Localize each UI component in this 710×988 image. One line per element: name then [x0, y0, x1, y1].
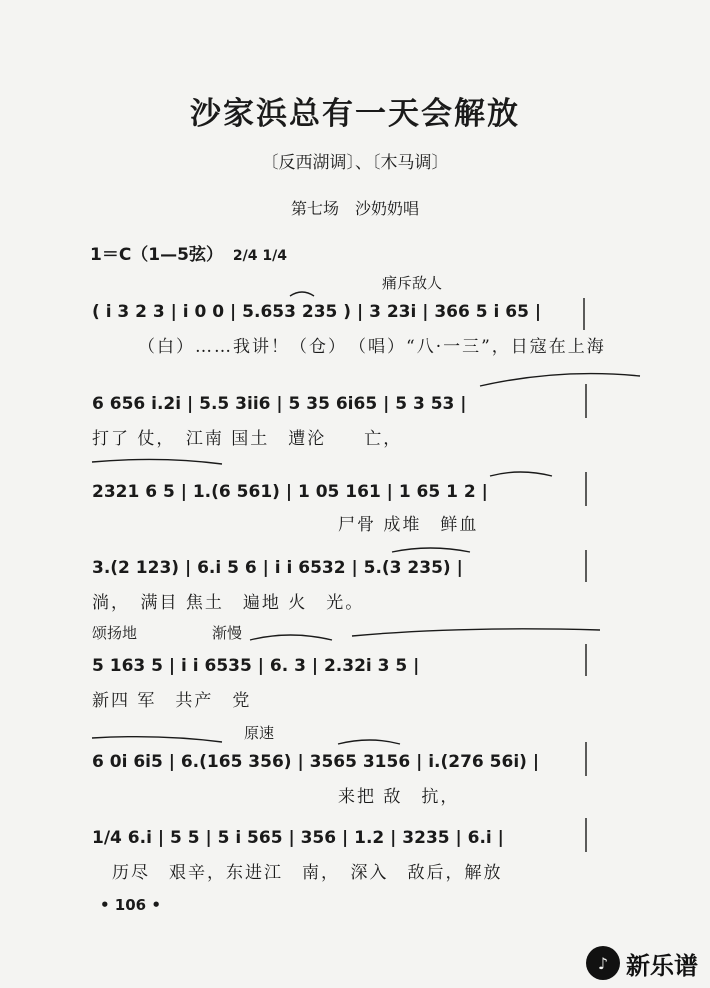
notation-line: 6 656 i.2i | 5.5 3ii6 | 5 35 6i65 | 5 3 53 |	[92, 394, 467, 414]
notation-line: 3.(2 123) | 6.i 5 6 | i i 6532 | 5.(3 235) |	[92, 558, 463, 578]
notation-line: 6 0i 6i5 | 6.(165 356) | 3565 3156 | i.(276 56i) |	[92, 752, 540, 772]
lyrics-line: 新四 军 共产 党	[92, 691, 252, 711]
scene-label: 第七场 沙奶奶唱	[290, 199, 419, 218]
lyrics-line: 来把 敌 抗，	[338, 787, 460, 807]
logo-text: 新乐谱	[626, 951, 698, 980]
key-text: 1＝C（1—5弦）	[90, 245, 223, 265]
lyrics-line: 淌， 满目 焦土 遍地 火 光。	[92, 593, 365, 613]
lyrics-line: 打了 仗， 江南 国土 遭沦 亡，	[92, 429, 403, 449]
lyrics-line: 历尽 艰辛，东进江 南， 深入 敌后，解放	[112, 863, 503, 883]
notation-line: 5 163 5 | i i 6535 | 6. 3 | 2.32i 3 5 |	[92, 656, 420, 676]
tempo-mark: 颂扬地	[92, 624, 138, 642]
tempo-mark: 痛斥敌人	[382, 274, 443, 292]
tempo-mark: 原速	[244, 724, 275, 742]
notation-line: ( i 3 2 3 | i 0 0 | 5.653 235 ) | 3 23i | 366 5 i 65 |	[92, 302, 542, 322]
page-title: 沙家浜总有一天会解放	[190, 96, 520, 132]
tempo-mark: 渐慢	[212, 624, 243, 642]
notation-line: 1/4 6.i | 5 5 | 5 i 565 | 356 | 1.2 | 3235 | 6.i |	[92, 828, 504, 848]
record-icon: ♪	[586, 946, 620, 980]
lyrics-line: 尸骨 成堆 鲜血	[338, 515, 479, 535]
subtitle: 〔反西湖调〕、〔木马调〕	[261, 153, 449, 173]
time-signature: 2/4 1/4	[232, 248, 287, 264]
lyrics-line: （白）……我讲！（仓） （唱）“八·一三”，日寇在上海	[138, 337, 606, 357]
notation-line: 2321 6 5 | 1.(6 561) | 1 05 161 | 1 65 1 2 |	[92, 482, 488, 502]
page-number: • 106 •	[100, 896, 161, 914]
site-logo	[586, 944, 698, 982]
